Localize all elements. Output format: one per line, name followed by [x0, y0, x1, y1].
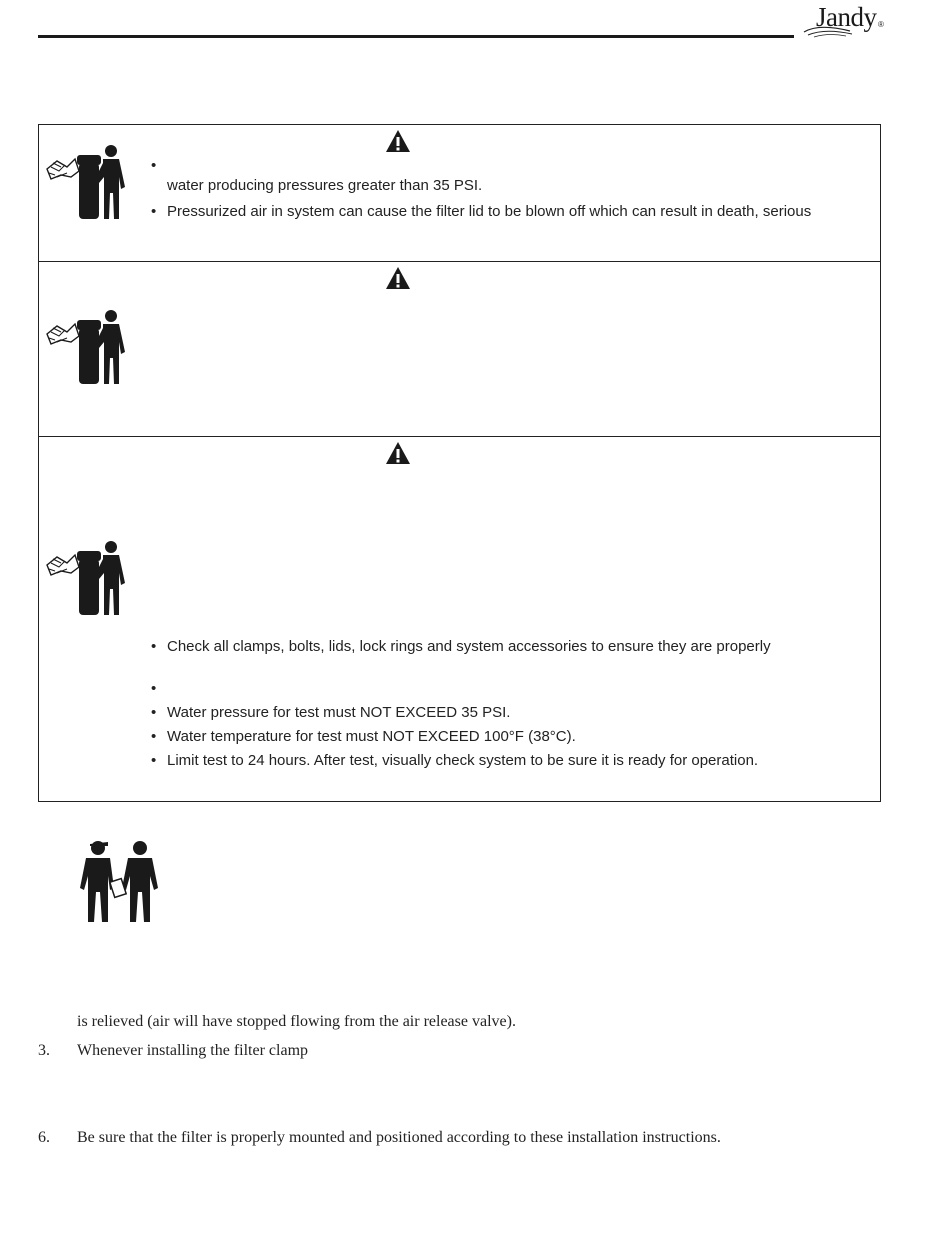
panel1-bullet-1-cont: water producing pressures greater than 35 PSI. [167, 177, 483, 194]
logo-text: Jandy [816, 2, 877, 32]
jandy-logo [800, 2, 890, 42]
panel1-bullet-1: • [151, 157, 157, 174]
warning-triangle-icon [385, 266, 411, 290]
warning-triangle-icon [385, 129, 411, 153]
panel3-bullet-3: • Water pressure for test must NOT EXCEED 35 PSI. [151, 704, 511, 721]
warning-panel-1 [38, 124, 881, 262]
panel3-bullet-5: • Limit test to 24 hours. After test, visually check system to be sure it is ready for operation. [151, 752, 759, 769]
panel3-bullet-4: • Water temperature for test must NOT EXCEED 100°F (38°C). [151, 728, 576, 745]
item-6-number: 6. [38, 1129, 50, 1146]
panel1-bullet-2: • Pressurized air in system can cause the filter lid to be blown off which can result in death, serious [151, 203, 812, 220]
water-swirl-icon [800, 22, 860, 38]
two-people-reading-icon [78, 836, 160, 924]
warning-panel-3 [38, 436, 881, 802]
item-3-number: 3. [38, 1042, 50, 1059]
logo-registered-mark: ® [878, 20, 884, 29]
warning-panel-2 [38, 261, 881, 437]
panel3-bullet-1: • Check all clamps, bolts, lids, lock rings and system accessories to ensure they are properly [151, 638, 771, 655]
header-rule [38, 35, 794, 38]
panel3-bullet-2: • [151, 680, 157, 697]
filter-pressure-hazard-icon [45, 137, 133, 225]
filter-pressure-hazard-icon [45, 533, 133, 621]
warning-triangle-icon [385, 441, 411, 465]
relieved-line: is relieved (air will have stopped flowing from the air release valve). [77, 1013, 516, 1030]
filter-pressure-hazard-icon [45, 302, 133, 390]
item-6-text: Be sure that the filter is properly mounted and positioned according to these installation instructions. [77, 1129, 721, 1146]
item-3-text: Whenever installing the filter clamp [77, 1042, 309, 1059]
